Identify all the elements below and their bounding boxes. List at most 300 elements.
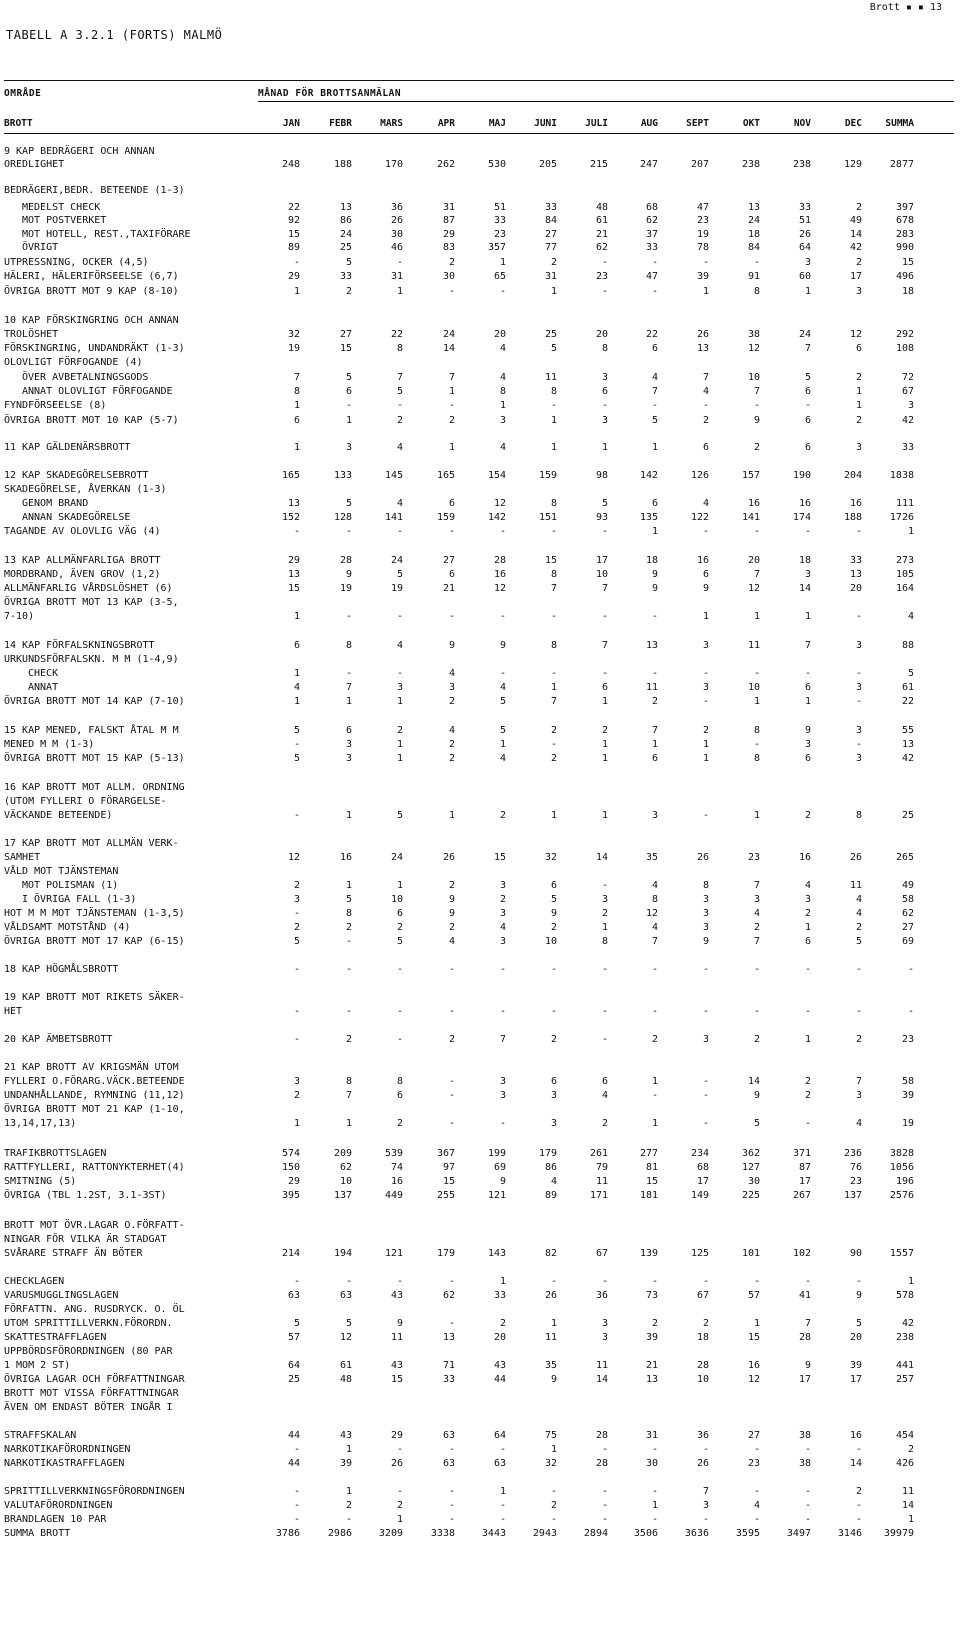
table-cell: 47 xyxy=(696,202,709,213)
table-row xyxy=(0,242,960,254)
table-cell: 48 xyxy=(339,1374,352,1385)
table-row xyxy=(0,1220,960,1232)
table-cell: - xyxy=(448,611,455,622)
table-cell: 3 xyxy=(702,1034,709,1045)
table-cell: - xyxy=(293,257,300,268)
table-cell: 1 xyxy=(753,810,760,821)
table-cell: 1 xyxy=(293,696,300,707)
table-cell: 14 xyxy=(595,1374,608,1385)
table-cell: - xyxy=(651,1090,658,1101)
table-cell: 8 xyxy=(702,880,709,891)
table-cell: 1 xyxy=(702,611,709,622)
month-header: MARS xyxy=(380,118,403,129)
table-cell: 238 xyxy=(895,1332,914,1343)
table-cell: 128 xyxy=(333,512,352,523)
table-cell: 4 xyxy=(753,908,760,919)
table-cell: 7 xyxy=(702,372,709,383)
table-cell: 44 xyxy=(287,1458,300,1469)
table-row xyxy=(0,1444,960,1456)
table-row xyxy=(0,1290,960,1302)
table-cell: 57 xyxy=(747,1290,760,1301)
table-cell: 30 xyxy=(645,1458,658,1469)
table-cell: 196 xyxy=(895,1176,914,1187)
table-cell: 6 xyxy=(804,442,811,453)
table-row xyxy=(0,725,960,737)
row-label: SUMMA BROTT xyxy=(4,1528,71,1539)
table-cell: 20 xyxy=(595,329,608,340)
table-cell: 2 xyxy=(651,696,658,707)
table-cell: - xyxy=(499,964,506,975)
table-cell: 2 xyxy=(396,922,403,933)
table-cell: 27 xyxy=(901,922,914,933)
table-cell: 10 xyxy=(595,569,608,580)
table-cell: 6 xyxy=(448,569,455,580)
table-cell: 257 xyxy=(895,1374,914,1385)
table-cell: 26 xyxy=(696,329,709,340)
table-cell: 26 xyxy=(798,229,811,240)
table-cell: 1 xyxy=(804,922,811,933)
table-cell: 58 xyxy=(901,894,914,905)
table-cell: - xyxy=(702,1090,709,1101)
table-cell: 1 xyxy=(499,1276,506,1287)
table-cell: 7 xyxy=(601,640,608,651)
table-cell: - xyxy=(448,286,455,297)
table-cell: 6 xyxy=(345,725,352,736)
table-cell: 1 xyxy=(550,1444,557,1455)
table-cell: 8 xyxy=(601,343,608,354)
table-cell: 2 xyxy=(293,922,300,933)
table-cell: 8 xyxy=(345,908,352,919)
table-cell: 39 xyxy=(901,1090,914,1101)
row-label: TAGANDE AV OLOVLIG VÄG (4) xyxy=(4,526,161,537)
table-cell: - xyxy=(345,400,352,411)
table-cell: 3 xyxy=(499,936,506,947)
table-cell: 4 xyxy=(396,498,403,509)
table-cell: 25 xyxy=(339,242,352,253)
table-cell: 84 xyxy=(747,242,760,253)
row-label: BEDRÄGERI,BEDR. BETEENDE (1-3) xyxy=(4,185,185,196)
table-cell: - xyxy=(293,526,300,537)
table-cell: 1056 xyxy=(889,1162,914,1173)
table-cell: - xyxy=(804,400,811,411)
table-cell: 63 xyxy=(442,1430,455,1441)
table-cell: 2 xyxy=(855,257,862,268)
table-row xyxy=(0,1430,960,1442)
header-crime-label: BROTT xyxy=(4,118,33,129)
table-cell: 574 xyxy=(281,1148,300,1159)
row-label: GENOM BRAND xyxy=(22,498,89,509)
table-cell: 135 xyxy=(639,512,658,523)
table-cell: 139 xyxy=(639,1248,658,1259)
table-row xyxy=(0,357,960,369)
row-label: I ÖVRIGA FALL (1-3) xyxy=(22,894,137,905)
table-cell: 267 xyxy=(792,1190,811,1201)
table-cell: 1838 xyxy=(889,470,914,481)
table-cell: - xyxy=(907,964,914,975)
table-cell: 3 xyxy=(702,908,709,919)
table-cell: 33 xyxy=(442,1374,455,1385)
table-cell: - xyxy=(293,1444,300,1455)
table-cell: 2 xyxy=(448,922,455,933)
row-label: 13 KAP ALLMÄNFARLIGA BROTT xyxy=(4,555,161,566)
table-cell: 283 xyxy=(895,229,914,240)
table-cell: 10 xyxy=(747,372,760,383)
table-cell: 27 xyxy=(442,555,455,566)
table-cell: 20 xyxy=(747,555,760,566)
table-cell: 8 xyxy=(396,1076,403,1087)
table-cell: 83 xyxy=(442,242,455,253)
table-cell: 6 xyxy=(804,415,811,426)
rule-header-bottom xyxy=(4,133,954,134)
table-cell: 3 xyxy=(855,682,862,693)
row-label: NARKOTIKASTRAFFLAGEN xyxy=(4,1458,125,1469)
table-cell: 6 xyxy=(601,386,608,397)
table-cell: 7 xyxy=(753,936,760,947)
table-row xyxy=(0,1076,960,1088)
table-cell: 1 xyxy=(907,1276,914,1287)
table-cell: 82 xyxy=(544,1248,557,1259)
table-cell: - xyxy=(293,1276,300,1287)
table-cell: 1 xyxy=(855,386,862,397)
table-cell: 4 xyxy=(702,386,709,397)
table-cell: 25 xyxy=(287,1374,300,1385)
table-cell: 4 xyxy=(601,1090,608,1101)
table-cell: 32 xyxy=(544,1458,557,1469)
table-cell: - xyxy=(448,1118,455,1129)
table-cell: 1 xyxy=(804,286,811,297)
table-cell: - xyxy=(345,668,352,679)
table-cell: 18 xyxy=(798,555,811,566)
row-label: FÖRFATTN. ANG. RUSDRYCK. O. ÖL xyxy=(4,1304,185,1315)
table-cell: 3 xyxy=(804,569,811,580)
table-cell: 215 xyxy=(589,159,608,170)
table-cell: 46 xyxy=(390,242,403,253)
table-cell: 14 xyxy=(901,1500,914,1511)
table-cell: 3 xyxy=(907,400,914,411)
table-cell: - xyxy=(601,1514,608,1525)
table-cell: 15 xyxy=(544,555,557,566)
row-label: SAMHET xyxy=(4,852,41,863)
table-cell: 15 xyxy=(442,1176,455,1187)
table-row xyxy=(0,1318,960,1330)
table-cell: 13 xyxy=(645,640,658,651)
row-label: HOT M M MOT TJÄNSTEMAN (1-3,5) xyxy=(4,908,185,919)
table-cell: - xyxy=(753,964,760,975)
table-cell: 87 xyxy=(442,215,455,226)
table-row xyxy=(0,894,960,906)
table-cell: 8 xyxy=(499,386,506,397)
row-label: SKADEGÖRELSE, ÅVERKAN (1-3) xyxy=(4,484,167,495)
table-cell: 141 xyxy=(741,512,760,523)
row-label: 15 KAP MENED, FALSKT ÅTAL M M xyxy=(4,725,179,736)
table-cell: 7 xyxy=(345,682,352,693)
table-cell: 5 xyxy=(345,257,352,268)
table-cell: - xyxy=(651,1006,658,1017)
table-row xyxy=(0,1332,960,1344)
table-cell: 678 xyxy=(895,215,914,226)
table-cell: - xyxy=(804,1514,811,1525)
table-cell: 36 xyxy=(595,1290,608,1301)
table-cell: 13 xyxy=(849,569,862,580)
table-cell: 2 xyxy=(448,415,455,426)
table-cell: - xyxy=(550,1486,557,1497)
table-cell: 22 xyxy=(645,329,658,340)
table-cell: 1 xyxy=(907,526,914,537)
table-cell: - xyxy=(601,668,608,679)
table-cell: - xyxy=(601,1034,608,1045)
table-cell: 9 xyxy=(804,1360,811,1371)
table-cell: 7 xyxy=(753,386,760,397)
table-cell: 4 xyxy=(804,880,811,891)
table-cell: - xyxy=(601,1276,608,1287)
table-cell: 15 xyxy=(747,1332,760,1343)
table-cell: 2 xyxy=(601,1118,608,1129)
table-cell: 3 xyxy=(601,1332,608,1343)
table-cell: 39 xyxy=(849,1360,862,1371)
table-cell: 29 xyxy=(287,271,300,282)
table-cell: 6 xyxy=(855,343,862,354)
table-cell: 55 xyxy=(901,725,914,736)
table-cell: 111 xyxy=(895,498,914,509)
table-cell: 262 xyxy=(436,159,455,170)
table-row xyxy=(0,1374,960,1386)
table-cell: 6 xyxy=(804,682,811,693)
row-label: FYLLERI O.FÖRARG.VÄCK.BETEENDE xyxy=(4,1076,185,1087)
table-cell: 159 xyxy=(436,512,455,523)
table-cell: 1 xyxy=(651,1118,658,1129)
row-label: 10 KAP FÖRSKINGRING OCH ANNAN xyxy=(4,315,179,326)
table-cell: 4 xyxy=(499,442,506,453)
table-cell: 125 xyxy=(690,1248,709,1259)
table-cell: 2986 xyxy=(327,1528,352,1539)
table-cell: 1 xyxy=(396,753,403,764)
table-cell: 5 xyxy=(499,696,506,707)
table-cell: - xyxy=(651,964,658,975)
table-cell: 3 xyxy=(804,739,811,750)
table-cell: 530 xyxy=(487,159,506,170)
table-cell: 38 xyxy=(798,1458,811,1469)
table-cell: - xyxy=(702,1444,709,1455)
table-cell: 71 xyxy=(442,1360,455,1371)
table-cell: 3 xyxy=(804,894,811,905)
table-cell: - xyxy=(550,1276,557,1287)
table-cell: - xyxy=(702,1118,709,1129)
table-cell: 15 xyxy=(493,852,506,863)
table-cell: 3 xyxy=(855,753,862,764)
table-cell: 2 xyxy=(855,1486,862,1497)
table-cell: - xyxy=(550,668,557,679)
table-cell: 89 xyxy=(544,1190,557,1201)
table-cell: 3 xyxy=(702,640,709,651)
row-label: UPPBÖRDSFÖRORDNINGEN (80 PAR xyxy=(4,1346,173,1357)
table-cell: 2 xyxy=(396,415,403,426)
table-cell: 42 xyxy=(901,1318,914,1329)
table-cell: - xyxy=(550,1514,557,1525)
table-cell: 51 xyxy=(493,202,506,213)
table-cell: 1 xyxy=(804,611,811,622)
table-cell: 2 xyxy=(550,1500,557,1511)
table-cell: 127 xyxy=(741,1162,760,1173)
table-cell: 1 xyxy=(293,611,300,622)
table-cell: 165 xyxy=(436,470,455,481)
table-cell: - xyxy=(601,526,608,537)
table-cell: 8 xyxy=(550,498,557,509)
table-cell: 16 xyxy=(747,1360,760,1371)
table-row xyxy=(0,640,960,652)
table-cell: 20 xyxy=(493,329,506,340)
table-cell: 5 xyxy=(651,415,658,426)
table-cell: - xyxy=(601,1486,608,1497)
table-cell: 12 xyxy=(747,583,760,594)
table-cell: 1 xyxy=(499,257,506,268)
month-header: FEBR xyxy=(329,118,352,129)
table-cell: 3 xyxy=(601,1318,608,1329)
table-row xyxy=(0,696,960,708)
table-cell: - xyxy=(345,1276,352,1287)
row-label: RATTFYLLERI, RATTONYKTERHET(4) xyxy=(4,1162,185,1173)
table-cell: 49 xyxy=(901,880,914,891)
table-cell: - xyxy=(651,1444,658,1455)
table-cell: 225 xyxy=(741,1190,760,1201)
table-cell: - xyxy=(293,810,300,821)
table-cell: 28 xyxy=(696,1360,709,1371)
table-cell: 1 xyxy=(651,526,658,537)
table-cell: 6 xyxy=(601,682,608,693)
row-label: STRAFFSKALAN xyxy=(4,1430,77,1441)
table-cell: - xyxy=(396,1486,403,1497)
table-cell: - xyxy=(396,611,403,622)
table-row xyxy=(0,908,960,920)
table-cell: 2 xyxy=(448,696,455,707)
table-cell: 3 xyxy=(855,286,862,297)
table-cell: 2 xyxy=(753,922,760,933)
table-cell: 30 xyxy=(442,271,455,282)
row-label: SVÅRARE STRAFF ÄN BÖTER xyxy=(4,1248,143,1259)
table-cell: 13 xyxy=(339,202,352,213)
month-header: DEC xyxy=(844,118,862,129)
month-header: JUNI xyxy=(534,118,557,129)
table-cell: 12 xyxy=(339,1332,352,1343)
table-cell: 1 xyxy=(702,739,709,750)
table-cell: 3 xyxy=(499,415,506,426)
table-cell: - xyxy=(499,611,506,622)
table-cell: 68 xyxy=(645,202,658,213)
table-cell: 9 xyxy=(396,1318,403,1329)
table-row xyxy=(0,484,960,496)
row-label: ÖVRIGA BROTT MOT 14 KAP (7-10) xyxy=(4,696,185,707)
table-cell: - xyxy=(855,1514,862,1525)
table-cell: 1 xyxy=(550,810,557,821)
table-cell: 48 xyxy=(595,202,608,213)
table-cell: 5 xyxy=(753,1118,760,1129)
table-cell: 8 xyxy=(550,640,557,651)
table-cell: 1 xyxy=(550,415,557,426)
table-cell: 9 xyxy=(651,569,658,580)
table-cell: 26 xyxy=(696,1458,709,1469)
table-cell: 362 xyxy=(741,1148,760,1159)
table-row xyxy=(0,654,960,666)
row-label: HÄLERI, HÄLERIFÖRSEELSE (6,7) xyxy=(4,271,179,282)
table-row xyxy=(0,1034,960,1046)
table-cell: - xyxy=(499,1006,506,1017)
table-row xyxy=(0,782,960,794)
table-cell: 73 xyxy=(645,1290,658,1301)
table-cell: - xyxy=(907,1006,914,1017)
table-cell: 1 xyxy=(345,1118,352,1129)
table-cell: 441 xyxy=(895,1360,914,1371)
table-row xyxy=(0,992,960,1004)
table-cell: 12 xyxy=(493,498,506,509)
table-cell: 24 xyxy=(339,229,352,240)
table-cell: 8 xyxy=(753,286,760,297)
table-cell: - xyxy=(499,1118,506,1129)
table-cell: - xyxy=(855,526,862,537)
table-cell: 67 xyxy=(901,386,914,397)
row-label: VALUTAFÖRORDNINGEN xyxy=(4,1500,113,1511)
table-cell: - xyxy=(855,1500,862,1511)
row-label: 7-10) xyxy=(4,611,35,622)
table-cell: 2 xyxy=(601,725,608,736)
table-cell: 367 xyxy=(436,1148,455,1159)
table-cell: 9 xyxy=(550,1374,557,1385)
table-cell: - xyxy=(499,1514,506,1525)
table-cell: 8 xyxy=(345,640,352,651)
table-cell: 4 xyxy=(396,640,403,651)
table-cell: 12 xyxy=(493,583,506,594)
table-cell: 181 xyxy=(639,1190,658,1201)
table-cell: 9 xyxy=(804,725,811,736)
table-row xyxy=(0,1190,960,1202)
table-cell: 60 xyxy=(798,271,811,282)
table-cell: 64 xyxy=(493,1430,506,1441)
table-cell: - xyxy=(396,1034,403,1045)
table-cell: 371 xyxy=(792,1148,811,1159)
table-cell: 1 xyxy=(499,400,506,411)
table-cell: 13 xyxy=(287,569,300,580)
table-cell: 6 xyxy=(804,753,811,764)
row-label: ÖVRIGT xyxy=(22,242,59,253)
table-cell: 19 xyxy=(339,583,352,594)
table-cell: 76 xyxy=(849,1162,862,1173)
table-cell: - xyxy=(448,1500,455,1511)
table-cell: 16 xyxy=(849,498,862,509)
row-label: ALLMÄNFARLIG VÅRDSLÖSHET (6) xyxy=(4,583,173,594)
table-cell: 126 xyxy=(690,470,709,481)
table-cell: 2 xyxy=(855,1034,862,1045)
table-row xyxy=(0,343,960,355)
row-label: UTPRESSNING, OCKER (4,5) xyxy=(4,257,149,268)
table-row xyxy=(0,415,960,427)
table-cell: 1 xyxy=(293,400,300,411)
table-cell: 5 xyxy=(396,386,403,397)
table-cell: 12 xyxy=(747,1374,760,1385)
table-cell: - xyxy=(499,668,506,679)
table-cell: 41 xyxy=(798,1290,811,1301)
table-cell: 28 xyxy=(493,555,506,566)
table-cell: 21 xyxy=(595,229,608,240)
table-cell: 9 xyxy=(855,1290,862,1301)
table-cell: 248 xyxy=(281,159,300,170)
table-cell: - xyxy=(702,257,709,268)
table-cell: 255 xyxy=(436,1190,455,1201)
table-cell: 93 xyxy=(595,512,608,523)
table-cell: - xyxy=(601,880,608,891)
table-cell: 105 xyxy=(895,569,914,580)
row-label: BROTT MOT ÖVR.LAGAR O.FÖRFATT- xyxy=(4,1220,185,1231)
row-label: 12 KAP SKADEGÖRELSEBROTT xyxy=(4,470,149,481)
table-cell: 265 xyxy=(895,852,914,863)
table-cell: - xyxy=(753,400,760,411)
